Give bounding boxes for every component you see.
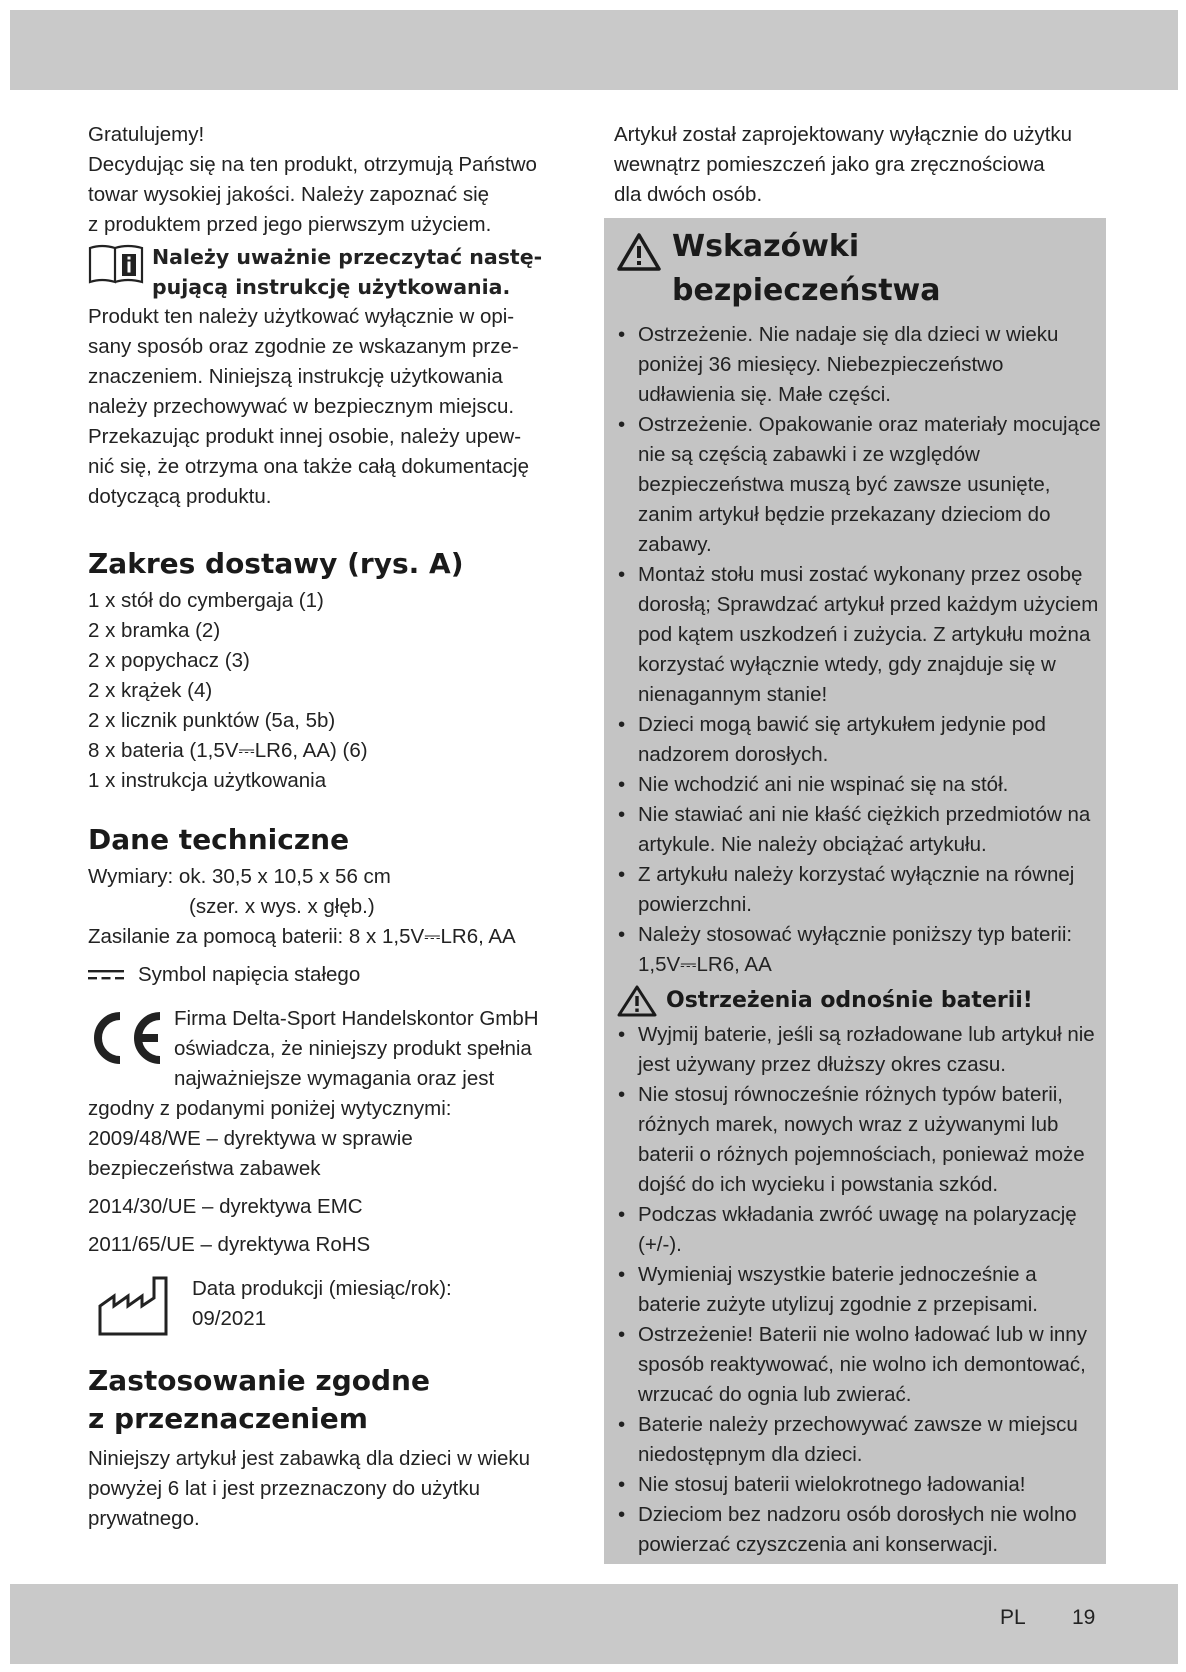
safety-item: • Ostrzeżenie. Opakowanie oraz materiały mocujące nie są częścią zabawki i ze względów bezpieczeństwa muszą być zawsze usunięte, zanim artykuł będzie przekazany dzieciom do zabawy. [616,410,1102,560]
conformity-line: bezpieczeństwa zabawek [88,1157,321,1180]
usage-line: Przekazując produkt innej osobie, należy upew- [88,425,522,448]
safety-item: • Dzieci mogą bawić się artykułem jedynie pod nadzorem dorosłych. [616,710,1102,770]
ce-mark-icon [88,1010,166,1066]
delivery-item: 2 x licznik punktów (5a, 5b) [88,709,336,732]
battery-item: • Nie stosuj równocześnie różnych typów baterii, różnych marek, nowych wraz z używanymi lub baterii o różnych pojemnościach, ponieważ może dojść do ich wycieku i powstania szkód. [616,1080,1102,1200]
factory-icon [96,1274,172,1338]
directive-emc: 2014/30/UE – dyrektywa EMC [88,1195,363,1218]
intro-line: towar wysokiej jakości. Należy zapoznać się [88,183,490,206]
ce-declaration [88,1004,578,1094]
delivery-item: 1 x stół do cymbergaja (1) [88,589,324,612]
delivery-item: 8 x bateria (1,5V⎓LR6, AA) (6) [88,739,368,762]
production-date-row [88,1274,578,1338]
power-line: Zasilanie za pomocą baterii: 8 x 1,5V⎓LR6, AA [88,925,516,948]
battery-item: • Baterie należy przechowywać zawsze w miejscu niedostępnym dla dzieci. [616,1410,1102,1470]
intended-use-line: powyżej 6 lat i jest przeznaczony do użytku [88,1477,480,1500]
production-label: Data produkcji (miesiąc/rok): [192,1277,452,1300]
battery-heading: Ostrzeżenia odnośnie baterii! [666,988,1033,1013]
usage-line: należy przechowywać w bezpiecznym miejscu. [88,395,515,418]
left-column [88,120,578,1534]
intended-use-line: prywatnego. [88,1507,200,1530]
battery-item: • Wymieniaj wszystkie baterie jednocześnie a baterie zużyte utylizuj zgodnie z przepisami. [616,1260,1102,1320]
conformity-line: 2009/48/WE – dyrektywa w sprawie [88,1127,413,1150]
battery-title-row [616,984,1102,1018]
safety-list [616,320,1102,980]
intended-use-cont-line: dla dwóch osób. [614,183,763,206]
intended-use-line: Niniejszy artykuł jest zabawką dla dzieci w wieku [88,1447,531,1470]
ce-line: Firma Delta-Sport Handelskontor GmbH [174,1007,539,1030]
intended-use-heading-line: Zastosowanie zgodne [88,1364,430,1397]
safety-item: • Montaż stołu musi zostać wykonany przez osobę dorosłą; Sprawdzać artykuł przed każdym użyciem pod kątem uszkodzeń i zużycia. Z artykułu można korzystać wyłącznie wtedy, gdy znajduje się w nienagannym stanie! [616,560,1102,710]
delivery-item: 2 x bramka (2) [88,619,221,642]
dimensions-line: Wymiary: ok. 30,5 x 10,5 x 56 cm [88,865,391,888]
battery-item: • Wyjmij baterie, jeśli są rozładowane lub artykuł nie jest używany przez dłuższy okres czasu. [616,1020,1102,1080]
warning-icon [616,232,662,272]
safety-heading-line: bezpieczeństwa [672,273,941,308]
technical-heading: Dane techniczne [88,823,350,856]
warning-icon [616,984,658,1018]
notice-line: Należy uważnie przeczytać nastę- [152,245,543,269]
intended-use-cont-line: Artykuł został zaprojektowany wyłącznie do użytku [614,123,1073,146]
conformity-line: zgodny z podanymi poniżej wytycznymi: [88,1097,452,1120]
delivery-heading: Zakres dostawy (rys. A) [88,547,464,580]
intro-line: z produktem przed jego pierwszym użyciem. [88,213,492,236]
delivery-item: 2 x popychacz (3) [88,649,250,672]
page-number: 19 [1072,1606,1096,1629]
delivery-item: 1 x instrukcja użytkowania [88,769,327,792]
directive-rohs: 2011/65/UE – dyrektywa RoHS [88,1233,371,1256]
battery-item: • Ostrzeżenie! Baterii nie wolno ładować lub w inny sposób reaktywować, nie wolno ich demontować, wrzucać do ognia lub zwierać. [616,1320,1102,1410]
dc-voltage-icon [88,968,124,982]
battery-list [616,1020,1102,1560]
safety-title-row [616,228,1102,272]
safety-heading [672,228,859,266]
safety-item: • Nie stawiać ani nie kłaść ciężkich przedmiotów na artykule. Nie należy obciążać artykułu. [616,800,1102,860]
right-column [614,120,1104,210]
safety-box [604,218,1106,1564]
greeting: Gratulujemy! [88,123,205,146]
notice-line: pującą instrukcję użytkowania. [152,275,511,299]
dimensions-note: (szer. x wys. x głęb.) [189,895,375,918]
usage-line: Produkt ten należy użytkować wyłącznie w opi- [88,305,515,328]
ce-line: oświadcza, że niniejszy produkt spełnia [174,1037,532,1060]
battery-item: • Podczas wkładania zwróć uwagę na polaryzację (+/-). [616,1200,1102,1260]
production-date: 09/2021 [192,1307,267,1330]
battery-item: • Dzieciom bez nadzoru osób dorosłych nie wolno powierzać czyszczenia ani konserwacji. [616,1500,1102,1560]
usage-line: dotyczącą produktu. [88,485,272,508]
dc-symbol-row [88,960,578,990]
safety-heading-line: Wskazówki [672,229,860,264]
intended-use-heading-line: z przeznaczeniem [88,1402,368,1435]
ce-line: najważniejsze wymagania oraz jest [174,1067,495,1090]
safety-item: • Z artykułu należy korzystać wyłącznie na równej powierzchni. [616,860,1102,920]
safety-item: • Należy stosować wyłącznie poniższy typ baterii: 1,5V⎓LR6, AA [616,920,1102,980]
header-bar [10,10,1178,90]
usage-line: sany sposób oraz zgodnie ze wskazanym prze- [88,335,519,358]
intended-use-cont-line: wewnątrz pomieszczeń jako gra zręcznościowa [614,153,1045,176]
delivery-item: 2 x krążek (4) [88,679,213,702]
battery-item: • Nie stosuj baterii wielokrotnego ładowania! [616,1470,1102,1500]
safety-item: • Ostrzeżenie. Nie nadaje się dla dzieci w wieku poniżej 36 miesięcy. Niebezpieczeństwo udławienia się. Małe części. [616,320,1102,410]
read-instructions-notice [88,242,578,302]
intended-use-heading [88,1362,578,1438]
dc-symbol-label: Symbol napięcia stałego [138,963,361,986]
usage-line: znaczeniem. Niniejszą instrukcję użytkowania [88,365,503,388]
manual-info-icon [88,244,144,286]
language-code: PL [1000,1606,1026,1629]
intro-line: Decydując się na ten produkt, otrzymują Państwo [88,153,537,176]
safety-item: • Nie wchodzić ani nie wspinać się na stół. [616,770,1102,800]
usage-line: nić się, że otrzyma ona także całą dokumentację [88,455,529,478]
